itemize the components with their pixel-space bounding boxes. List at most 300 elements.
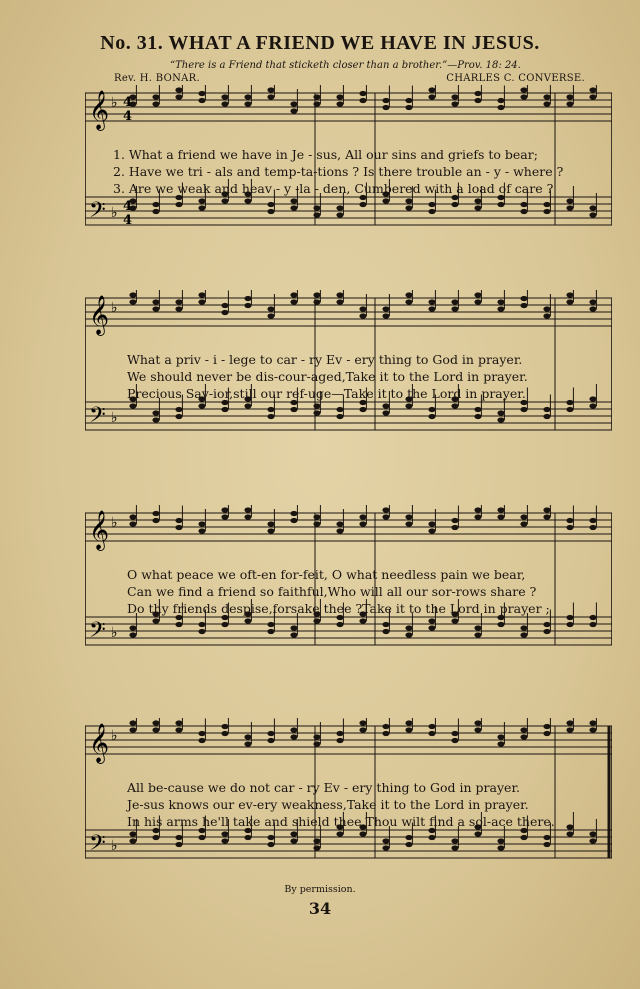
note-head bbox=[566, 94, 573, 99]
hymn-title: No. 31. WHAT A FRIEND WE HAVE IN JESUS. bbox=[100, 32, 540, 54]
note-head bbox=[451, 403, 458, 408]
flat-icon: ♭ bbox=[111, 410, 118, 426]
note-head bbox=[359, 521, 366, 526]
note-head bbox=[451, 618, 458, 623]
note-head bbox=[497, 202, 504, 207]
note-head bbox=[267, 87, 274, 92]
note-head bbox=[382, 724, 389, 729]
note-head bbox=[313, 741, 320, 746]
note-head bbox=[359, 202, 366, 207]
note-head bbox=[566, 101, 573, 106]
note-head bbox=[152, 511, 159, 516]
note-head bbox=[451, 94, 458, 99]
note-head bbox=[313, 212, 320, 217]
note-head bbox=[589, 518, 596, 523]
note-head bbox=[428, 202, 435, 207]
note-head bbox=[474, 292, 481, 297]
note-head bbox=[589, 838, 596, 843]
lyric-line: 3. Are we weak and heav - y -la - den, Cumbered with a load of care ? bbox=[113, 181, 554, 196]
note-head bbox=[313, 292, 320, 297]
bass-clef-icon: 𝄢 bbox=[89, 831, 106, 861]
note-head bbox=[336, 521, 343, 526]
note-head bbox=[543, 209, 550, 214]
note-head bbox=[359, 831, 366, 836]
lyric-line: All be-cause we do not car - ry Ev - ery thing to God in prayer. bbox=[127, 780, 521, 795]
lyric-line: O what peace we oft-en for-feit, O what needless pain we bear, bbox=[127, 567, 526, 582]
note-head bbox=[198, 738, 205, 743]
note-head bbox=[451, 299, 458, 304]
note-head bbox=[244, 514, 251, 519]
note-head bbox=[313, 403, 320, 408]
note-head bbox=[313, 410, 320, 415]
note-head bbox=[129, 632, 136, 637]
time-signature-bottom: 4 bbox=[123, 109, 133, 124]
lyric-line: 2. Have we tri - als and temp-ta-tions ? Is there trouble an - y - where ? bbox=[113, 164, 564, 179]
note-head bbox=[336, 94, 343, 99]
note-head bbox=[290, 292, 297, 297]
note-head bbox=[589, 94, 596, 99]
flat-icon: ♭ bbox=[111, 625, 118, 641]
note-head bbox=[520, 632, 527, 637]
note-head bbox=[336, 528, 343, 533]
note-head bbox=[428, 724, 435, 729]
note-head bbox=[152, 518, 159, 523]
page-number: 34 bbox=[308, 899, 332, 918]
note-head bbox=[244, 101, 251, 106]
note-head bbox=[244, 835, 251, 840]
note-head bbox=[382, 622, 389, 627]
note-head bbox=[359, 98, 366, 103]
note-head bbox=[520, 734, 527, 739]
note-head bbox=[566, 198, 573, 203]
treble-clef-icon: 𝄞 bbox=[89, 510, 110, 550]
note-head bbox=[520, 835, 527, 840]
note-head bbox=[198, 731, 205, 736]
note-head bbox=[405, 842, 412, 847]
note-head bbox=[175, 518, 182, 523]
note-head bbox=[589, 403, 596, 408]
note-head bbox=[589, 622, 596, 627]
lyric-line: What a priv - i - lege to car - ry Ev - ery thing to God in prayer. bbox=[127, 352, 523, 367]
note-head bbox=[290, 101, 297, 106]
note-head bbox=[520, 727, 527, 732]
note-head bbox=[405, 521, 412, 526]
note-head bbox=[244, 734, 251, 739]
note-head bbox=[497, 105, 504, 110]
note-head bbox=[129, 831, 136, 836]
note-head bbox=[428, 306, 435, 311]
treble-clef-icon: 𝄞 bbox=[89, 723, 110, 763]
note-head bbox=[267, 313, 274, 318]
note-head bbox=[405, 299, 412, 304]
note-head bbox=[451, 101, 458, 106]
note-head bbox=[520, 87, 527, 92]
permission-note: By permission. bbox=[284, 884, 356, 895]
note-head bbox=[589, 306, 596, 311]
note-head bbox=[520, 303, 527, 308]
note-head bbox=[543, 94, 550, 99]
note-head bbox=[221, 94, 228, 99]
note-head bbox=[336, 292, 343, 297]
note-head bbox=[359, 727, 366, 732]
note-head bbox=[543, 202, 550, 207]
note-head bbox=[267, 622, 274, 627]
note-head bbox=[382, 105, 389, 110]
treble-staff bbox=[85, 505, 612, 541]
note-head bbox=[474, 98, 481, 103]
note-head bbox=[313, 838, 320, 843]
note-head bbox=[428, 299, 435, 304]
note-head bbox=[520, 514, 527, 519]
note-head bbox=[313, 845, 320, 850]
note-head bbox=[290, 299, 297, 304]
note-head bbox=[520, 296, 527, 301]
note-head bbox=[198, 98, 205, 103]
note-head bbox=[405, 403, 412, 408]
note-head bbox=[244, 507, 251, 512]
note-head bbox=[474, 632, 481, 637]
note-head bbox=[129, 299, 136, 304]
note-head bbox=[152, 299, 159, 304]
note-head bbox=[129, 292, 136, 297]
note-head bbox=[428, 414, 435, 419]
treble-staff bbox=[85, 718, 612, 754]
note-head bbox=[175, 94, 182, 99]
time-signature-top: 4 bbox=[123, 95, 133, 110]
note-head bbox=[451, 845, 458, 850]
note-head bbox=[129, 727, 136, 732]
note-head bbox=[359, 91, 366, 96]
note-head bbox=[474, 299, 481, 304]
note-head bbox=[382, 98, 389, 103]
note-head bbox=[198, 622, 205, 627]
note-head bbox=[221, 303, 228, 308]
note-head bbox=[290, 511, 297, 516]
note-head bbox=[221, 101, 228, 106]
note-head bbox=[359, 313, 366, 318]
note-head bbox=[244, 198, 251, 203]
note-head bbox=[290, 407, 297, 412]
note-head bbox=[221, 622, 228, 627]
note-head bbox=[589, 212, 596, 217]
music-system bbox=[85, 85, 612, 245]
note-head bbox=[520, 625, 527, 630]
note-head bbox=[267, 414, 274, 419]
note-head bbox=[474, 414, 481, 419]
note-head bbox=[313, 618, 320, 623]
note-head bbox=[152, 410, 159, 415]
note-head bbox=[520, 521, 527, 526]
note-head bbox=[497, 306, 504, 311]
note-head bbox=[244, 296, 251, 301]
note-head bbox=[244, 403, 251, 408]
note-head bbox=[244, 618, 251, 623]
note-head bbox=[290, 625, 297, 630]
note-head bbox=[129, 720, 136, 725]
note-head bbox=[336, 101, 343, 106]
flat-icon: ♭ bbox=[111, 300, 118, 316]
note-head bbox=[152, 417, 159, 422]
note-head bbox=[566, 622, 573, 627]
note-head bbox=[267, 528, 274, 533]
note-head bbox=[152, 202, 159, 207]
note-head bbox=[405, 835, 412, 840]
note-head bbox=[290, 108, 297, 113]
lyric-line: Can we find a friend so faithful,Who will all our sor-rows share ? bbox=[127, 584, 537, 599]
note-head bbox=[566, 407, 573, 412]
note-head bbox=[589, 87, 596, 92]
flat-icon: ♭ bbox=[111, 515, 118, 531]
flat-icon: ♭ bbox=[111, 205, 118, 221]
note-head bbox=[566, 720, 573, 725]
note-head bbox=[451, 838, 458, 843]
note-head bbox=[543, 507, 550, 512]
note-head bbox=[589, 299, 596, 304]
flat-icon: ♭ bbox=[111, 728, 118, 744]
note-head bbox=[451, 738, 458, 743]
note-head bbox=[313, 514, 320, 519]
note-head bbox=[336, 831, 343, 836]
scripture-quote: “There is a Friend that sticketh closer than a brother.”—Prov. 18: 24. bbox=[170, 60, 521, 71]
note-head bbox=[543, 629, 550, 634]
note-head bbox=[497, 514, 504, 519]
note-head bbox=[497, 98, 504, 103]
note-head bbox=[267, 521, 274, 526]
note-head bbox=[474, 205, 481, 210]
note-head bbox=[497, 507, 504, 512]
note-head bbox=[474, 507, 481, 512]
note-head bbox=[566, 525, 573, 530]
note-head bbox=[543, 414, 550, 419]
note-head bbox=[221, 507, 228, 512]
note-head bbox=[382, 629, 389, 634]
note-head bbox=[198, 198, 205, 203]
note-head bbox=[566, 205, 573, 210]
note-head bbox=[313, 94, 320, 99]
bass-clef-icon: 𝄢 bbox=[89, 198, 106, 228]
note-head bbox=[175, 720, 182, 725]
note-head bbox=[175, 622, 182, 627]
note-head bbox=[405, 514, 412, 519]
note-head bbox=[244, 741, 251, 746]
note-head bbox=[290, 831, 297, 836]
note-head bbox=[382, 306, 389, 311]
note-head bbox=[497, 299, 504, 304]
note-head bbox=[267, 306, 274, 311]
note-head bbox=[267, 407, 274, 412]
note-head bbox=[221, 724, 228, 729]
lyric-line: Je-sus knows our ev-ery weakness,Take it to the Lord in prayer. bbox=[127, 797, 529, 812]
note-head bbox=[198, 299, 205, 304]
treble-clef-icon: 𝄞 bbox=[89, 90, 110, 130]
note-head bbox=[497, 622, 504, 627]
note-head bbox=[382, 198, 389, 203]
note-head bbox=[520, 209, 527, 214]
note-head bbox=[497, 838, 504, 843]
note-head bbox=[221, 831, 228, 836]
note-head bbox=[474, 720, 481, 725]
note-head bbox=[198, 521, 205, 526]
note-head bbox=[175, 842, 182, 847]
time-signature-bottom: 4 bbox=[123, 213, 133, 228]
note-head bbox=[497, 741, 504, 746]
note-head bbox=[359, 618, 366, 623]
note-head bbox=[451, 202, 458, 207]
flat-icon: ♭ bbox=[111, 838, 118, 854]
treble-clef-icon: 𝄞 bbox=[89, 295, 110, 335]
note-head bbox=[428, 94, 435, 99]
note-head bbox=[520, 202, 527, 207]
note-head bbox=[221, 407, 228, 412]
note-head bbox=[428, 835, 435, 840]
note-head bbox=[175, 525, 182, 530]
note-head bbox=[589, 205, 596, 210]
note-head bbox=[152, 306, 159, 311]
note-head bbox=[175, 202, 182, 207]
note-head bbox=[290, 734, 297, 739]
note-head bbox=[589, 720, 596, 725]
note-head bbox=[267, 731, 274, 736]
note-head bbox=[543, 731, 550, 736]
note-head bbox=[267, 842, 274, 847]
note-head bbox=[382, 403, 389, 408]
note-head bbox=[152, 727, 159, 732]
note-head bbox=[428, 87, 435, 92]
note-head bbox=[428, 209, 435, 214]
note-head bbox=[382, 731, 389, 736]
note-head bbox=[497, 410, 504, 415]
note-head bbox=[428, 528, 435, 533]
note-head bbox=[290, 198, 297, 203]
note-head bbox=[543, 313, 550, 318]
note-head bbox=[152, 720, 159, 725]
note-head bbox=[543, 724, 550, 729]
note-head bbox=[589, 831, 596, 836]
note-head bbox=[474, 831, 481, 836]
note-head bbox=[175, 306, 182, 311]
note-head bbox=[589, 525, 596, 530]
note-head bbox=[405, 632, 412, 637]
note-head bbox=[152, 618, 159, 623]
note-head bbox=[152, 101, 159, 106]
note-head bbox=[359, 720, 366, 725]
note-head bbox=[566, 727, 573, 732]
note-head bbox=[221, 198, 228, 203]
note-head bbox=[290, 838, 297, 843]
note-head bbox=[198, 205, 205, 210]
note-head bbox=[405, 727, 412, 732]
note-head bbox=[428, 625, 435, 630]
note-head bbox=[221, 514, 228, 519]
note-head bbox=[589, 727, 596, 732]
note-head bbox=[566, 831, 573, 836]
note-head bbox=[129, 514, 136, 519]
lyric-line: Precious Sav-ior,still our ref-uge—Take it to the Lord in prayer. bbox=[127, 386, 526, 401]
note-head bbox=[244, 94, 251, 99]
music-system bbox=[85, 718, 612, 878]
note-head bbox=[152, 209, 159, 214]
note-head bbox=[336, 622, 343, 627]
lyric-line: Do thy friends despise,forsake thee ?Take it to the Lord in prayer ; bbox=[127, 601, 550, 616]
note-head bbox=[175, 835, 182, 840]
note-head bbox=[543, 842, 550, 847]
lyric-line: 1. What a friend we have in Je - sus, All our sins and griefs to bear; bbox=[113, 147, 538, 162]
note-head bbox=[359, 514, 366, 519]
note-head bbox=[451, 731, 458, 736]
note-head bbox=[336, 299, 343, 304]
note-head bbox=[382, 410, 389, 415]
note-head bbox=[198, 835, 205, 840]
note-head bbox=[175, 407, 182, 412]
note-head bbox=[382, 845, 389, 850]
note-head bbox=[267, 202, 274, 207]
note-head bbox=[267, 738, 274, 743]
note-head bbox=[428, 731, 435, 736]
note-head bbox=[336, 731, 343, 736]
note-head bbox=[198, 403, 205, 408]
note-head bbox=[543, 306, 550, 311]
note-head bbox=[129, 838, 136, 843]
lyricist-credit: Rev. H. BONAR. bbox=[114, 73, 200, 84]
note-head bbox=[405, 198, 412, 203]
note-head bbox=[290, 205, 297, 210]
note-head bbox=[175, 414, 182, 419]
treble-staff bbox=[85, 290, 612, 326]
note-head bbox=[474, 514, 481, 519]
note-head bbox=[428, 407, 435, 412]
note-head bbox=[497, 417, 504, 422]
note-head bbox=[428, 521, 435, 526]
note-head bbox=[198, 292, 205, 297]
note-head bbox=[336, 212, 343, 217]
note-head bbox=[566, 299, 573, 304]
note-head bbox=[520, 94, 527, 99]
note-head bbox=[520, 407, 527, 412]
note-head bbox=[129, 521, 136, 526]
note-head bbox=[129, 625, 136, 630]
lyric-line: We should never be dis-cour-aged,Take it to the Lord in prayer. bbox=[127, 369, 528, 384]
note-head bbox=[290, 632, 297, 637]
note-head bbox=[451, 525, 458, 530]
note-head bbox=[474, 91, 481, 96]
note-head bbox=[290, 727, 297, 732]
bass-clef-icon: 𝄢 bbox=[89, 618, 106, 648]
note-head bbox=[428, 618, 435, 623]
note-head bbox=[175, 299, 182, 304]
time-signature-top: 4 bbox=[123, 199, 133, 214]
note-head bbox=[175, 727, 182, 732]
music-system bbox=[85, 505, 612, 665]
note-head bbox=[497, 734, 504, 739]
note-head bbox=[382, 507, 389, 512]
note-head bbox=[359, 306, 366, 311]
note-head bbox=[474, 407, 481, 412]
note-head bbox=[451, 518, 458, 523]
treble-staff bbox=[85, 85, 612, 121]
note-head bbox=[405, 98, 412, 103]
note-head bbox=[152, 835, 159, 840]
note-head bbox=[543, 835, 550, 840]
note-head bbox=[336, 205, 343, 210]
note-head bbox=[198, 528, 205, 533]
note-head bbox=[290, 518, 297, 523]
note-head bbox=[267, 629, 274, 634]
note-head bbox=[451, 306, 458, 311]
note-head bbox=[267, 94, 274, 99]
note-head bbox=[497, 845, 504, 850]
note-head bbox=[336, 738, 343, 743]
note-head bbox=[543, 514, 550, 519]
